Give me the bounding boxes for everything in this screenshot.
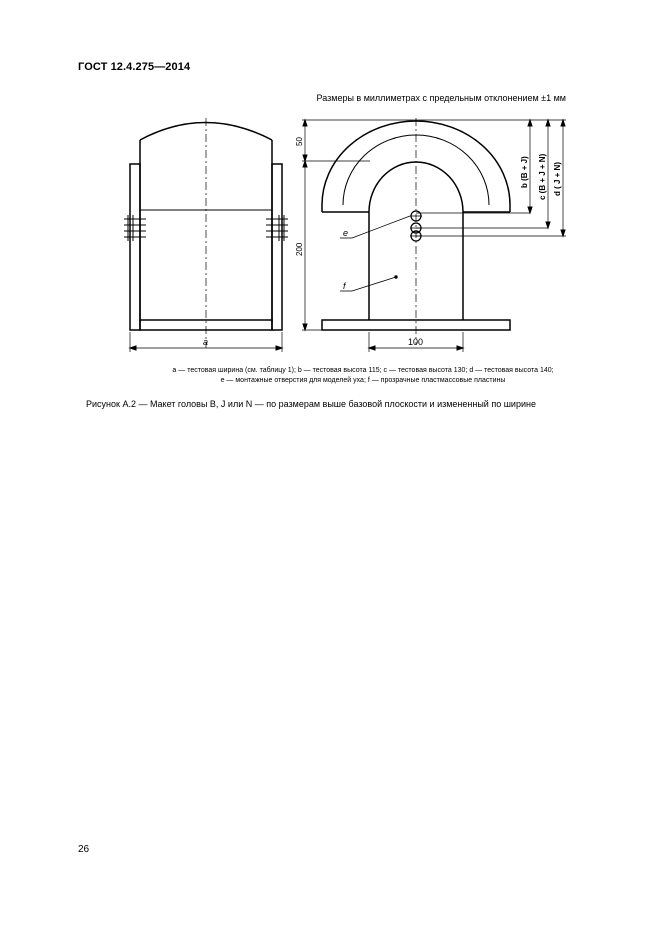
label-200: 200 <box>295 242 304 256</box>
side-view <box>302 118 566 352</box>
label-c: c (B + J + N) <box>538 153 547 200</box>
label-f: f <box>343 281 346 291</box>
dimensions-note: Размеры в миллиметрах с предельным отклонением ±1 мм <box>316 93 566 103</box>
figure-caption: Рисунок А.2 — Макет головы B, J или N — по размерам выше базовой плоскости и измененный по ширине <box>86 399 536 409</box>
label-b: b (B + J) <box>520 156 529 188</box>
front-view <box>124 118 288 352</box>
label-50: 50 <box>295 137 304 146</box>
label-d: d ( J + N) <box>553 161 562 196</box>
label-e: e <box>343 228 349 238</box>
technical-drawing <box>0 0 661 400</box>
legend-line-2: e — монтажные отверстия для моделей уха; f — прозрачные пластмассовые пластины <box>220 377 506 384</box>
label-a: a <box>203 337 209 347</box>
label-100: 100 <box>408 337 424 347</box>
legend-line-1: a — тестовая ширина (см. таблицу 1); b — тестовая высота 115; c — тестовая высота 130; d — тестовая высота 140; <box>172 367 554 374</box>
page-number: 26 <box>78 844 90 855</box>
document-header: ГОСТ 12.4.275—2014 <box>78 61 191 73</box>
